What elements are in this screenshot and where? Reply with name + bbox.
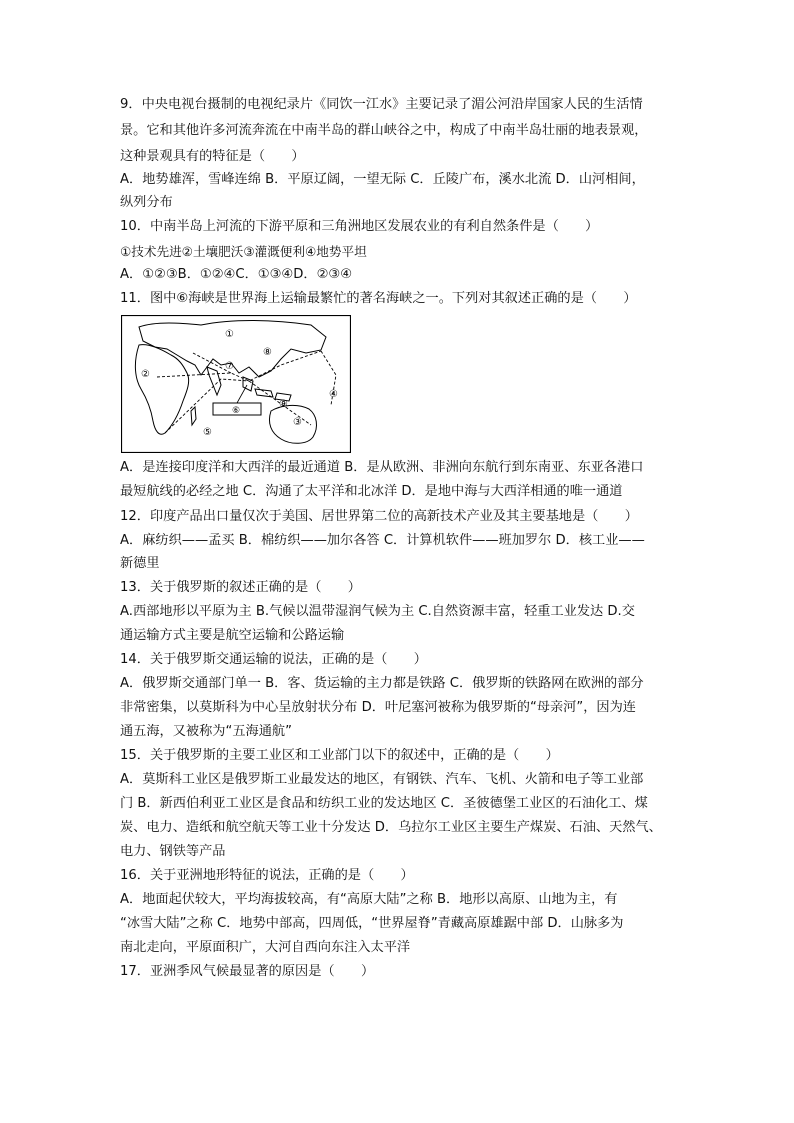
map-label-7: ⑦	[225, 361, 234, 372]
q14-options-2: 非常密集，以莫斯科为中心呈放射状分布 D．叶尼塞河被称为俄罗斯的“母亲河”，因为连	[120, 700, 636, 715]
q13-stem: 13．关于俄罗斯的叙述正确的是（ ）	[120, 580, 361, 595]
q13-options-2: 通运输方式主要是航空运输和公路运输	[120, 628, 345, 643]
q15-options-2: 门 B．新西伯利亚工业区是食品和纺织工业的发达地区 C．圣彼德堡工业区的石油化工、煤	[120, 796, 648, 811]
q16-stem: 16．关于亚洲地形特征的说法，正确的是（ ）	[120, 868, 414, 883]
map-label-8: ⑧	[263, 347, 272, 358]
q14-stem: 14．关于俄罗斯交通运输的说法，正确的是（ ）	[120, 652, 427, 667]
q15-options-3: 炭、电力、造纸和航空航天等工业十分发达 D．乌拉尔工业区主要生产煤炭、石油、天然气、	[120, 820, 662, 835]
q11-stem: 11．图中⑥海峡是世界海上运输最繁忙的著名海峡之一。下列对其叙述正确的是（ ）	[120, 291, 637, 306]
indian-ocean-map	[121, 315, 351, 453]
q12-options-2: 新德里	[120, 556, 160, 571]
q14-options-1: A．俄罗斯交通部门单一 B．客、货运输的主力都是铁路 C．俄罗斯的铁路网在欧洲的部分	[120, 676, 644, 691]
q14-options-3: 通五海，又被称为“五海通航”	[120, 724, 292, 739]
q10-options: A．①②③B．①②④C．①③④D．②③④	[120, 267, 353, 282]
q9-options-1: A．地势雄浑，雪峰连绵 B．平原辽阔，一望无际 C．丘陵广布，溪水北流 D．山河相间，	[120, 172, 645, 187]
q11-options-2: 最短航线的必经之地 C．沟通了太平洋和北冰洋 D．是地中海与大西洋相通的唯一通道	[120, 484, 623, 499]
q9-line-1: 9．中央电视台摄制的电视纪录片《同饮一江水》主要记录了湄公河沿岸国家人民的生活情	[120, 97, 643, 112]
map-label-9: ⑨	[279, 399, 288, 410]
map-label-2: ②	[141, 369, 150, 380]
map-label-5: ⑤	[203, 427, 212, 438]
map-label-4: ④	[329, 389, 338, 400]
q9-line-3: 这种景观具有的特征是（ ）	[120, 149, 305, 164]
q16-options-2: “冰雪大陆”之称 C．地势中部高，四周低，“世界屋脊”青藏高原雄踞中部 D．山脉多为	[120, 916, 624, 931]
q12-options-1: A．麻纺织——孟买 B．棉纺织——加尔各答 C．计算机软件——班加罗尔 D．核工业——	[120, 533, 645, 548]
q10-conditions: ①技术先进②土壤肥沃③灌溉便利④地势平坦	[120, 244, 367, 259]
q10-stem: 10．中南半岛上河流的下游平原和三角洲地区发展农业的有利自然条件是（ ）	[120, 219, 599, 234]
map-label-3: ③	[293, 417, 302, 428]
q15-options-1: A．莫斯科工业区是俄罗斯工业最发达的地区，有钢铁、汽车、飞机、火箭和电子等工业部	[120, 772, 644, 787]
q9-line-2: 景。它和其他许多河流奔流在中南半岛的群山峡谷之中，构成了中南半岛壮丽的地表景观，	[120, 123, 648, 138]
q11-options-1: A．是连接印度洋和大西洋的最近通道 B．是从欧洲、非洲向东航行到东南亚、东亚各港口	[120, 460, 644, 475]
q15-stem: 15．关于俄罗斯的主要工业区和工业部门以下的叙述中，正确的是（ ）	[120, 748, 559, 763]
q17-stem: 17．亚洲季风气候最显著的原因是（ ）	[120, 964, 375, 979]
q12-stem: 12．印度产品出口量仅次于美国、居世界第二位的高新技术产业及其主要基地是（ ）	[120, 509, 638, 524]
map-label-1: ①	[225, 329, 234, 340]
q9-options-2: 纵列分布	[120, 195, 173, 210]
q16-options-1: A．地面起伏较大，平均海拔较高，有“高原大陆”之称 B．地形以高原、山地为主，有	[120, 892, 618, 907]
q13-options-1: A.西部地形以平原为主 B.气候以温带湿润气候为主 C.自然资源丰富，轻重工业发达 D.交	[120, 604, 635, 619]
map-label-6: ⑥	[232, 406, 241, 416]
q15-options-4: 电力、钢铁等产品	[120, 844, 226, 859]
q16-options-3: 南北走向，平原面积广，大河自西向东注入太平洋	[120, 940, 411, 955]
